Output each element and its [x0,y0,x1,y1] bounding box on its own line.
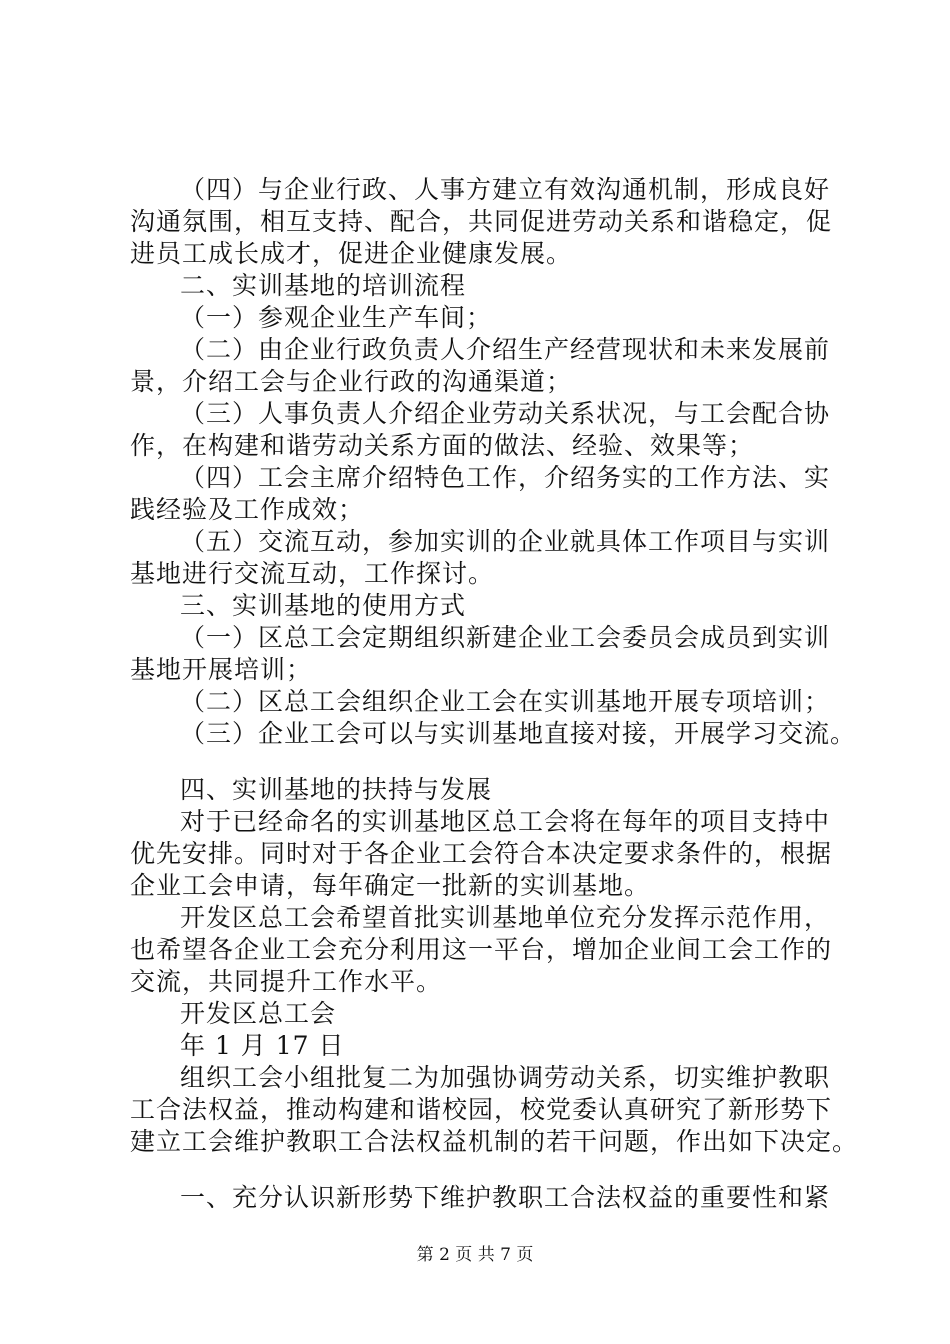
text-line: 沟通氛围，相互支持、配合，共同促进劳动关系和谐稳定，促 [130,207,833,236]
text-line: （一）区总工会定期组织新建企业工会委员会成员到实训 [180,623,831,652]
text-line: （二）由企业行政负责人介绍生产经营现状和未来发展前 [180,335,831,364]
text-line: （四）与企业行政、人事方建立有效沟通机制，形成良好 [180,175,831,204]
text-line: 景，介绍工会与企业行政的沟通渠道； [130,367,573,396]
text-line: 也希望各企业工会充分利用这一平台，增加企业间工会工作的 [130,935,833,964]
text-line: （四）工会主席介绍特色工作，介绍务实的工作方法、实 [180,463,831,492]
text-line: 践经验及工作成效； [130,495,365,524]
text-line: 基地进行交流互动，工作探讨。 [130,559,495,588]
text-line: 开发区总工会希望首批实训基地单位充分发挥示范作用， [180,903,831,932]
text-line: 组织工会小组批复二为加强协调劳动关系，切实维护教职 [180,1063,831,1092]
page-footer: 第 2 页 共 7 页 [416,1245,534,1265]
text-line: 优先安排。同时对于各企业工会符合本决定要求条件的，根据 [130,839,833,868]
signature-date: 年 1 月 17 日 [180,1031,345,1060]
text-line: （三）企业工会可以与实训基地直接对接，开展学习交流。 [180,719,857,748]
text-line: （五）交流互动，参加实训的企业就具体工作项目与实训 [180,527,831,556]
text-line: （二）区总工会组织企业工会在实训基地开展专项培训； [180,687,831,716]
signature-org: 开发区总工会 [180,999,337,1028]
section-heading: 二、实训基地的培训流程 [180,271,467,300]
text-line: （三）人事负责人介绍企业劳动关系状况，与工会配合协 [180,399,831,428]
section-heading: 三、实训基地的使用方式 [180,591,467,620]
text-line: 基地开展培训； [130,655,313,684]
text-line: 建立工会维护教职工合法权益机制的若干问题，作出如下决定。 [130,1127,859,1156]
text-line: （一）参观企业生产车间； [180,303,493,332]
section-heading: 一、充分认识新形势下维护教职工合法权益的重要性和紧 [180,1183,831,1212]
section-heading: 四、实训基地的扶持与发展 [180,775,493,804]
text-line: 进员工成长成才，促进企业健康发展。 [130,239,573,268]
text-line: 企业工会申请，每年确定一批新的实训基地。 [130,871,651,900]
text-line: 对于已经命名的实训基地区总工会将在每年的项目支持中 [180,807,831,836]
text-line: 作，在构建和谐劳动关系方面的做法、经验、效果等； [130,431,755,460]
text-line: 交流，共同提升工作水平。 [130,967,443,996]
text-line: 工合法权益，推动构建和谐校园，校党委认真研究了新形势下 [130,1095,833,1124]
